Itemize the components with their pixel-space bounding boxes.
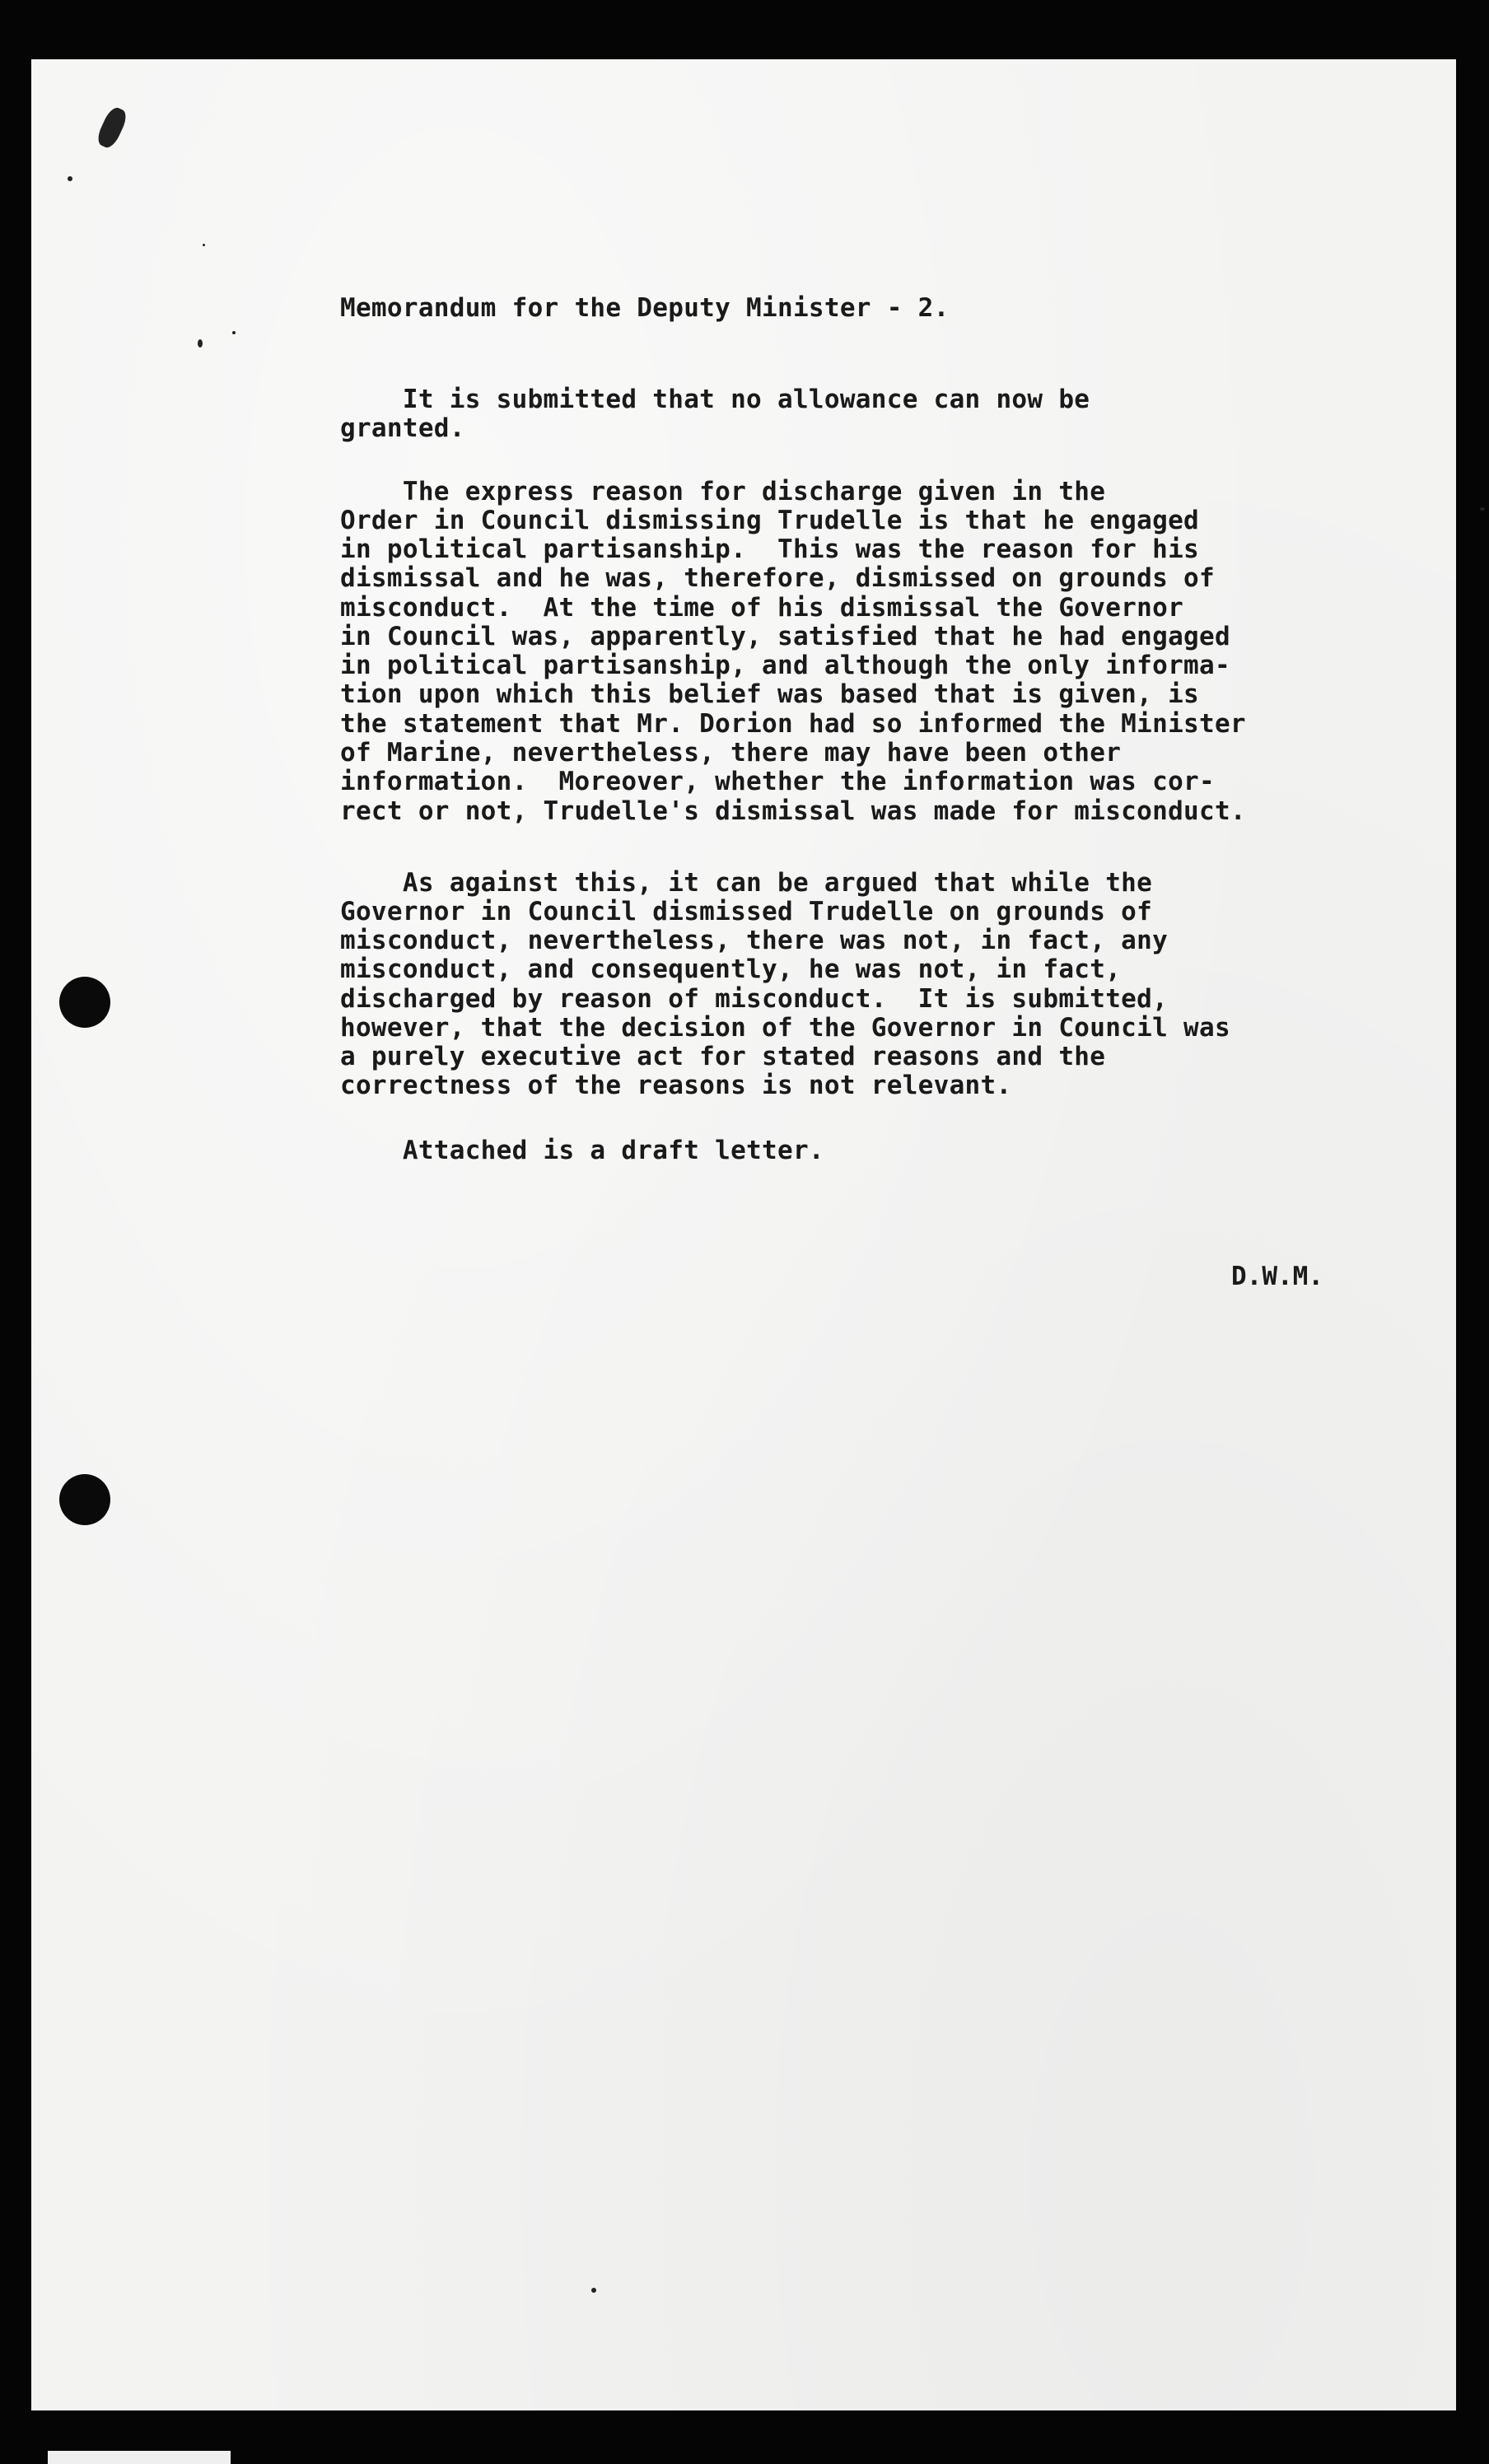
ink-dot bbox=[68, 176, 72, 181]
memo-line: As against this, it can be argued that while the bbox=[340, 868, 1153, 898]
memo-line: Attached is a draft letter. bbox=[340, 1136, 824, 1165]
memo-line: information. Moreover, whether the information was cor- bbox=[340, 767, 1215, 796]
punch-hole-lower bbox=[59, 1474, 110, 1525]
ink-dot bbox=[232, 331, 236, 334]
ink-dot bbox=[591, 2288, 596, 2293]
memo-line: misconduct, nevertheless, there was not, in fact, any bbox=[340, 926, 1169, 955]
ink-dot bbox=[198, 339, 203, 348]
memo-line: misconduct. At the time of his dismissal the Governor bbox=[340, 593, 1184, 623]
memo-line: Order in Council dismissing Trudelle is that he engaged bbox=[340, 506, 1199, 535]
memo-line: Governor in Council dismissed Trudelle on grounds of bbox=[340, 897, 1153, 926]
memo-line: in Council was, apparently, satisfied that he had engaged bbox=[340, 622, 1230, 651]
memo-line: The express reason for discharge given in the bbox=[340, 477, 1106, 506]
memo-line: in political partisanship. This was the reason for his bbox=[340, 534, 1199, 564]
memo-line: of Marine, nevertheless, there may have been other bbox=[340, 738, 1122, 768]
punch-hole-upper bbox=[59, 977, 110, 1028]
memo-line: correctness of the reasons is not relevant. bbox=[340, 1071, 1012, 1100]
ink-dot bbox=[203, 244, 205, 246]
memo-line: tion upon which this belief was based that is given, is bbox=[340, 679, 1199, 709]
memo-line: rect or not, Trudelle's dismissal was made for misconduct. bbox=[340, 796, 1246, 826]
memo-line: It is submitted that no allowance can now be bbox=[340, 385, 1090, 414]
memo-heading: Memorandum for the Deputy Minister - 2. bbox=[340, 293, 950, 323]
memo-line: however, that the decision of the Governor in Council was bbox=[340, 1013, 1230, 1043]
memo-line: granted. bbox=[340, 413, 465, 443]
ink-dot bbox=[1480, 507, 1485, 511]
memo-line: discharged by reason of misconduct. It is submitted, bbox=[340, 984, 1169, 1014]
signature-initials: D.W.M. bbox=[1231, 1262, 1323, 1291]
memo-line: in political partisanship, and although the only informa- bbox=[340, 651, 1230, 680]
memo-line: a purely executive act for stated reasons and the bbox=[340, 1042, 1106, 1071]
scan-edge-strip bbox=[48, 2451, 231, 2464]
memo-line: the statement that Mr. Dorion had so informed the Minister bbox=[340, 709, 1246, 739]
memo-line: dismissal and he was, therefore, dismissed on grounds of bbox=[340, 563, 1215, 593]
memo-line: misconduct, and consequently, he was not, in fact, bbox=[340, 954, 1122, 984]
